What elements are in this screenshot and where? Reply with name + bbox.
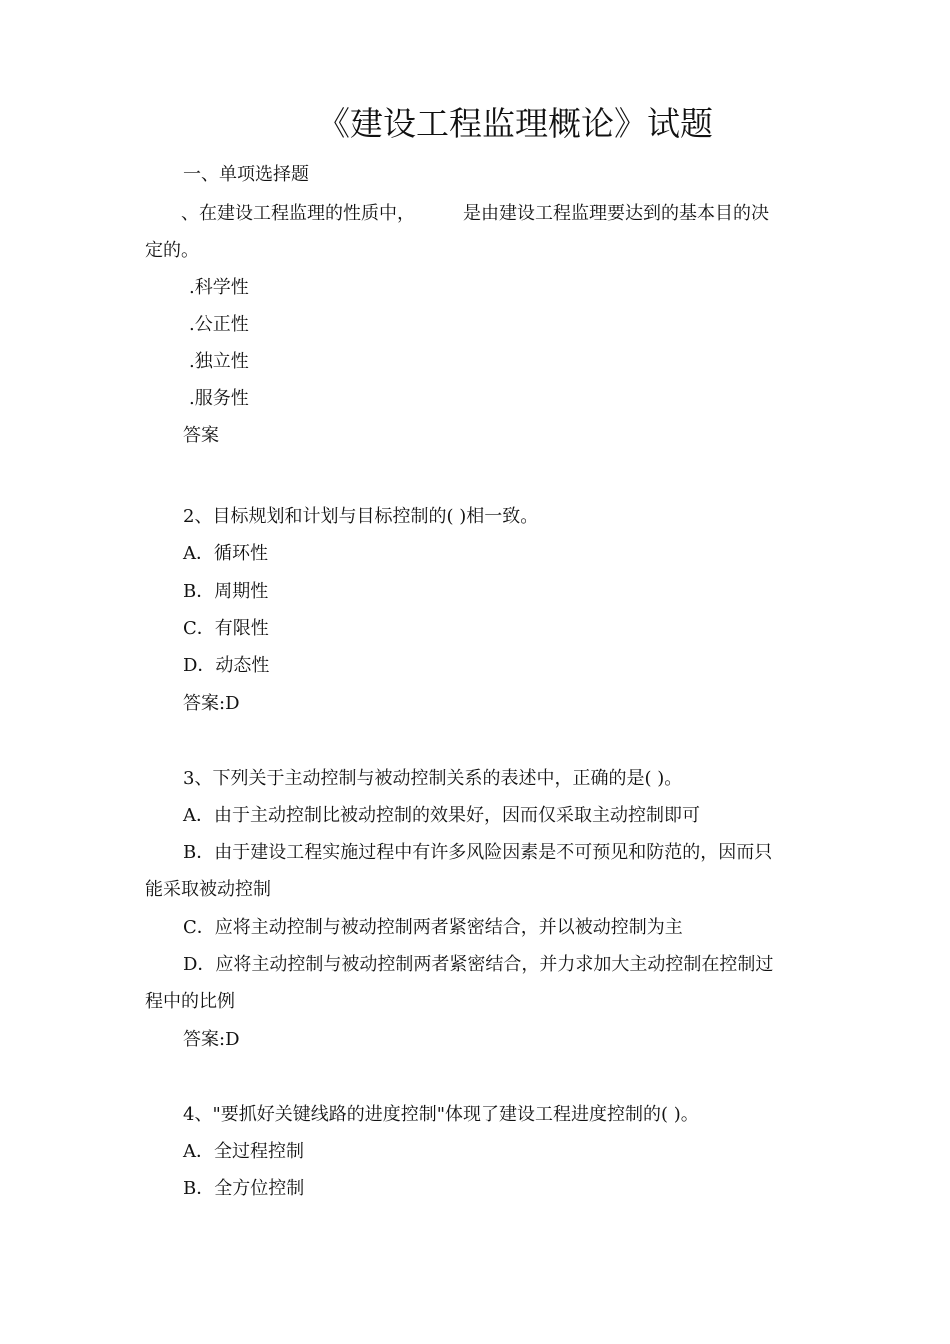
question-3-option-b-line2: 能采取被动控制	[145, 879, 271, 900]
question-2-option: B．周期性	[183, 581, 269, 602]
question-1-answer: 答案	[183, 425, 219, 446]
question-3-stem: 3、下列关于主动控制与被动控制关系的表述中，正确的是( )。	[183, 768, 683, 789]
question-1-option: .服务性	[189, 388, 249, 409]
question-3-option-d-line1: D．应将主动控制与被动控制两者紧密结合，并力求加大主动控制在控制过	[183, 954, 774, 975]
question-4-stem: 4、"要抓好关键线路的进度控制"体现了建设工程进度控制的( )。	[183, 1104, 699, 1125]
question-1-option: .公正性	[189, 314, 249, 335]
question-4-option: A．全过程控制	[183, 1141, 304, 1162]
question-3-option-c: C．应将主动控制与被动控制两者紧密结合，并以被动控制为主	[183, 917, 683, 938]
question-2-option: D．动态性	[183, 655, 270, 676]
question-2-answer: 答案:D	[183, 693, 240, 714]
question-3-answer: 答案:D	[183, 1029, 240, 1050]
question-1-stem-line2: 定的。	[145, 240, 199, 261]
question-3-option-d-line2: 程中的比例	[145, 991, 235, 1012]
question-1-option: .独立性	[189, 351, 249, 372]
question-1-option: .科学性	[189, 277, 249, 298]
question-4-option: B．全方位控制	[183, 1178, 305, 1199]
question-3-option-b-line1: B．由于建设工程实施过程中有许多风险因素是不可预见和防范的，因而只	[183, 842, 773, 863]
question-2-option: A．循环性	[183, 543, 268, 564]
question-3-option-a: A．由于主动控制比被动控制的效果好，因而仅采取主动控制即可	[183, 805, 700, 826]
section-heading: 一、单项选择题	[183, 164, 309, 185]
question-2-option: C．有限性	[183, 618, 269, 639]
question-1-stem-line1: 、在建设工程监理的性质中， 是由建设工程监理要达到的基本目的决	[181, 203, 769, 224]
document-title: 《建设工程监理概论》试题	[317, 104, 713, 143]
question-2-stem: 2、目标规划和计划与目标控制的( )相一致。	[183, 506, 539, 527]
